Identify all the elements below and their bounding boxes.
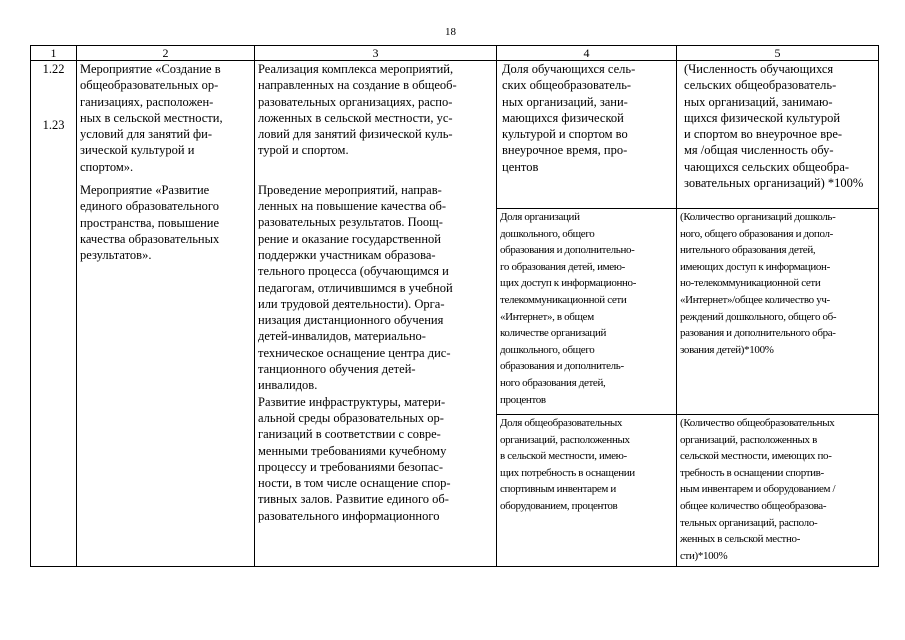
indicator-1-22: Доля обучающихся сель- ских общеобразователь- ных организаций, зани- мающихся физической культурой и спортом во внеурочное время, про- центов bbox=[502, 62, 636, 174]
row-number-1-22: 1.22 bbox=[42, 62, 65, 76]
column-header-2: 2 bbox=[77, 46, 255, 61]
formula-cell bbox=[677, 415, 879, 567]
event-name-cell bbox=[77, 61, 255, 567]
column-header-5: 5 bbox=[677, 46, 879, 61]
event-name-1-23: Мероприятие «Развитие единого образовательного пространства, повышение качества образовательных результатов». bbox=[80, 183, 220, 263]
column-header-4: 4 bbox=[497, 46, 677, 61]
formula-1-23-b: (Количество общеобразовательных организаций, расположенных в сельской местности, имеющих по- требность в оснащении спортив- ным инвентарем и оборудованием / общее количество общеобразова- тельных организаций, располо- женных в сельской местно- сти)*100% bbox=[680, 417, 836, 562]
formula-cell bbox=[677, 61, 879, 209]
row-number-cell bbox=[31, 61, 77, 567]
row-number-1-23: 1.23 bbox=[42, 118, 65, 132]
indicator-1-23-a: Доля организаций дошкольного, общего образования и дополнительно- го образования детей, имею- щих доступ к информационно- телекоммуникационной сети «Интернет», в общем количестве организаций дошкольного, общего образования и дополнитель- ного образования детей, процентов bbox=[500, 211, 637, 406]
event-description-1-22: Реализация комплекса мероприятий, направленных на создание в общеоб- разовательных организациях, распо- ложенных в сельской местности, ус- ловий для занятий физической куль- турой и спортом. bbox=[258, 62, 457, 158]
column-header-3: 3 bbox=[255, 46, 497, 61]
indicator-cell bbox=[497, 209, 677, 415]
page-number: 18 bbox=[445, 26, 456, 38]
column-header-1: 1 bbox=[31, 46, 77, 61]
indicator-cell bbox=[497, 61, 677, 209]
formula-1-23-a: (Количество организаций дошколь- ного, общего образования и допол- нительного образования детей, имеющих доступ к информацион- но-телекоммуникационной сети «Интернет»/общее количество уч- реждений дошкольного, общего об- разования и дополнительного обра- зования детей)*100% bbox=[680, 211, 837, 356]
formula-1-22: (Численность обучающихся сельских общеобразователь- ных организаций, занимаю- щихся физической культурой и спортом во внеурочное вре- мя /общая численность обу- чающихся сельских общеобра- зовательных организаций) *100% bbox=[684, 62, 864, 191]
event-name-1-22: Мероприятие «Создание в общеобразовательных ор- ганизациях, расположен- ных в сельской местности, условий для занятий фи- зической культурой и спортом». bbox=[80, 62, 223, 174]
indicator-cell bbox=[497, 415, 677, 567]
formula-cell bbox=[677, 209, 879, 415]
measures-table bbox=[30, 45, 879, 567]
table-header-row bbox=[31, 46, 879, 61]
event-description-1-23: Проведение мероприятий, направ- ленных на повышение качества об- разовательных результатов. Поощ- рение и оказание государственной поддержки участникам образова- тельного процесса (обучающимся и педагогам, отличившимся в учебной или трудовой деятельности). Орга- низация дистанционного обучения детей-инвалидов, материально- техническое оснащение центра дис- танционного обучения детей- инвалидов. Развитие инфраструктуры, матери- альной среды образовательных ор- ганизаций в соответствии с совре- менными требованиями кучебному процессу и требованиями безопас- ности, в том числе оснащение спор- тивных залов. Развитие единого об- разовательного информационного bbox=[258, 182, 453, 523]
event-description-cell bbox=[255, 61, 497, 567]
table-row bbox=[31, 61, 879, 209]
indicator-1-23-b: Доля общеобразовательных организаций, расположенных в сельской местности, имею- щих потребность в оснащении спортивным инвентарем и оборудованием, процентов bbox=[500, 417, 635, 512]
